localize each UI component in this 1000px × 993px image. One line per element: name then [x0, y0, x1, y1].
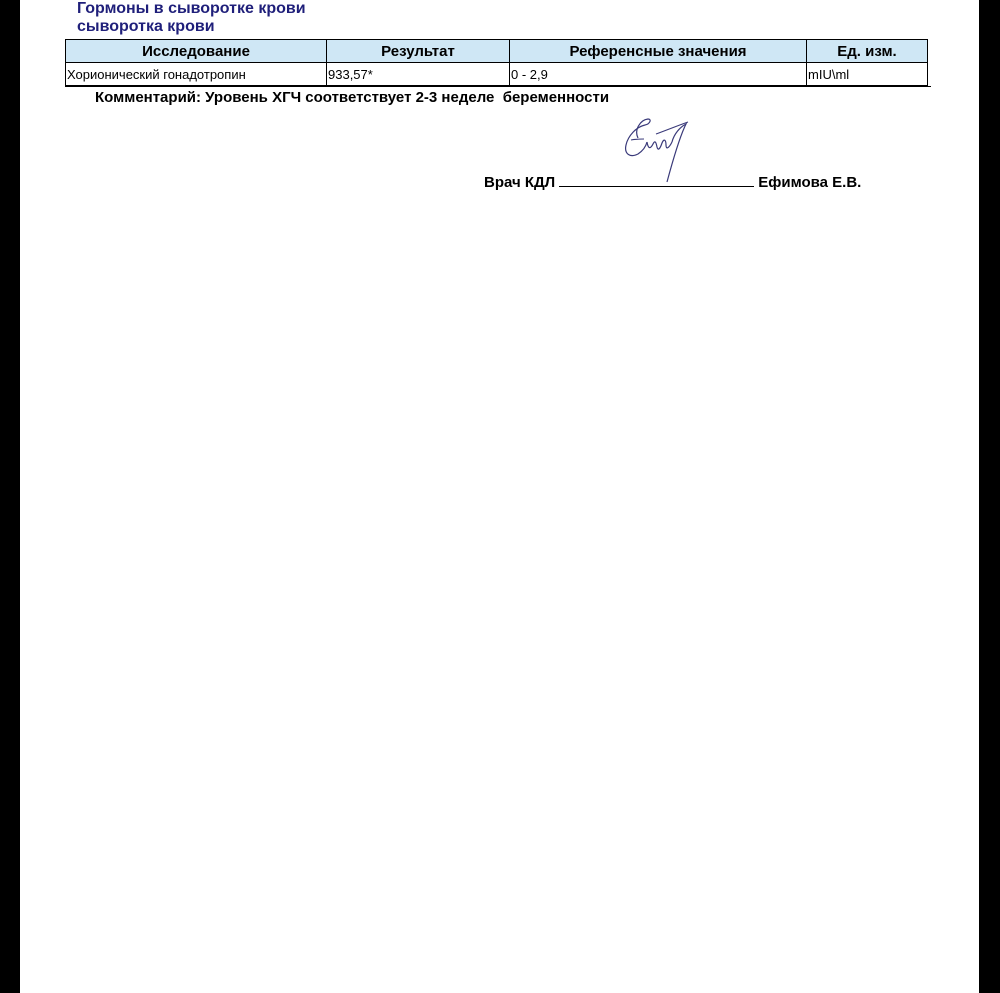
column-header-test: Исследование	[66, 40, 327, 63]
signature-line	[559, 172, 754, 187]
doctor-role: Врач КДЛ	[484, 174, 556, 191]
comment-text: Комментарий: Уровень ХГЧ соответствует 2-3 неделе беременности	[95, 89, 610, 106]
section-title: Гормоны в сыворотке крови	[77, 0, 306, 17]
table-row	[66, 63, 928, 86]
column-header-result: Результат	[327, 40, 510, 63]
table-header-row	[66, 40, 928, 63]
results-table	[65, 39, 928, 86]
sample-type: сыворотка крови	[77, 18, 215, 35]
table-underline	[65, 86, 931, 87]
column-header-reference: Референсные значения	[510, 40, 807, 63]
reference-cell: 0 - 2,9	[510, 63, 807, 86]
doctor-name: Ефимова Е.В.	[758, 174, 862, 191]
unit-cell: mIU\ml	[807, 63, 928, 86]
signature-row	[484, 172, 861, 192]
result-cell: 933,57*	[327, 63, 510, 86]
document-page	[20, 0, 979, 993]
test-name-cell: Хорионический гонадотропин	[66, 63, 327, 86]
column-header-unit: Ед. изм.	[807, 40, 928, 63]
